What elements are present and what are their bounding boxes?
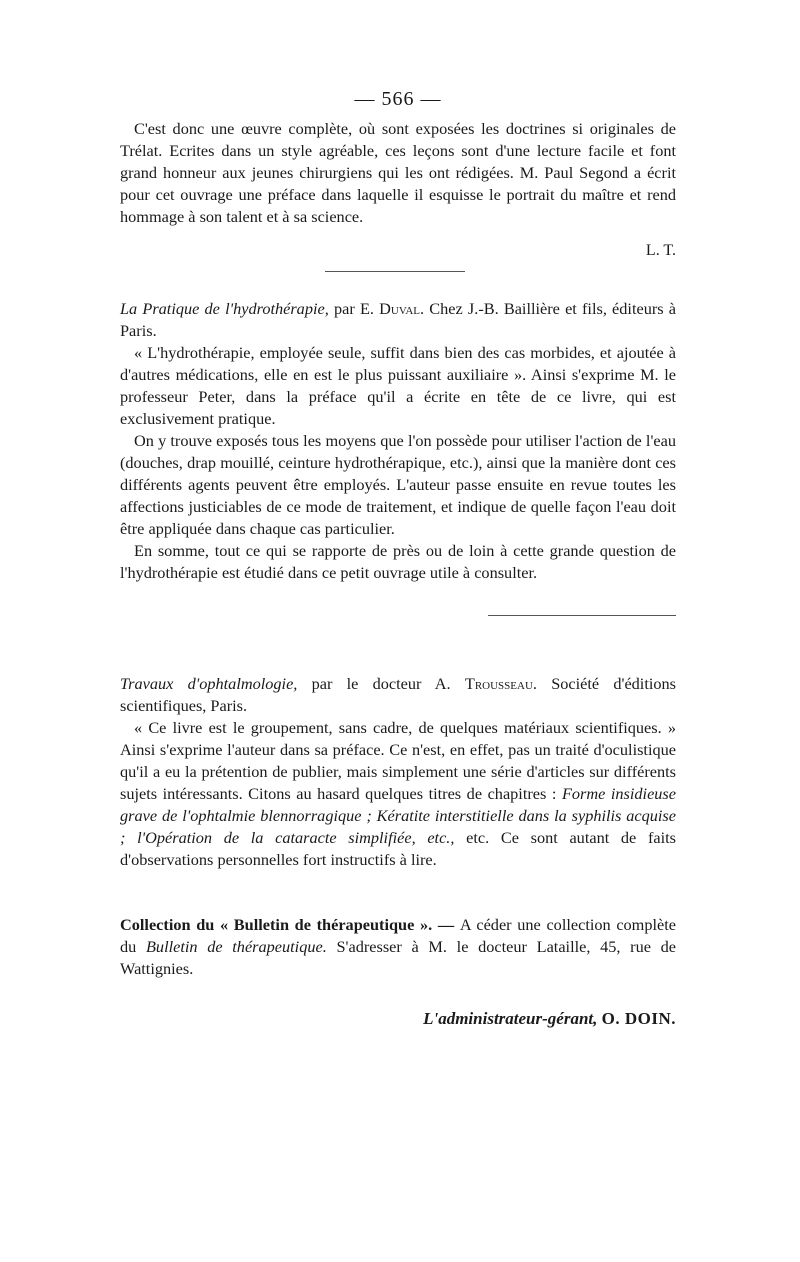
page-number: — 566 — xyxy=(354,88,442,110)
review-trelat xyxy=(120,118,676,228)
author-name: Trousseau xyxy=(464,674,533,693)
review-paragraph: « L'hydrothérapie, employée seule, suffit dans bien des cas morbides, et ajoutée à d'autres médications, elle en est le plus puissant auxiliaire ». Ainsi s'exprime M. le professeur Peter, dans la préface qu'il a écrite en tête de ce livre, qui est exclusivement pratique. xyxy=(120,343,676,428)
review-paragraph: On y trouve exposés tous les moyens que l'on possède pour utiliser l'action de l'eau (douches, drap mouillé, ceinture hydrothérapique, etc.), ainsi que la manière dont ces différents agents peuvent être employés. L'auteur passe ensuite en revue toutes les affections justiciables de ce mode de traitement, et indique de quelle façon l'eau doit être appliquée dans chaque cas particulier. xyxy=(120,431,676,538)
review-ophtalmologie xyxy=(120,673,676,871)
collection-notice-text: Collection du « Bulletin de thérapeutique ». — A céder une collection complète du Bulletin de thérapeutique. S'adresser à M. le docteur Lataille, 45, rue de Wattignies. xyxy=(120,915,676,978)
administrator-signature xyxy=(423,1008,676,1030)
review-trelat-text: C'est donc une œuvre complète, où sont exposées les doctrines si originales de Trélat. Ecrites dans un style agréable, ces leçons sont d'une lecture facile et font grand honneur aux jeunes chirurgiens qui les ont rédigées. M. Paul Segond a écrit pour cet ouvrage une préface dans laquelle il esquisse le portrait du maître et rend hommage à son talent et à sa science. xyxy=(120,119,676,226)
review-hydrotherapie xyxy=(120,298,676,584)
review-paragraph: « Ce livre est le groupement, sans cadre, de quelques matériaux scientifiques. » Ainsi s'exprime l'auteur dans sa préface. Ce n'est, en effet, pas un traité d'oculistique qu'il a eu la prétention de publier, mais simplement une série d'articles sur différents sujets intéressants. Citons au hasard quelques titres de chapitres : Forme insidieuse grave de l'ophtalmie blennorragique ; Kératite interstitielle dans la syphilis acquise ; l'Opération de la cataracte simplifiée, etc., etc. Ce sont autant de faits d'observations personnelles fort instructifs à lire. xyxy=(120,718,676,869)
review-signature: L. T. xyxy=(645,242,676,259)
book-title: La Pratique de l'hydrothérapie, xyxy=(120,299,329,318)
admin-label: L'administrateur-gérant, xyxy=(423,1009,598,1028)
review-hydrotherapie-heading: La Pratique de l'hydrothérapie, par E. Duval. Chez J.-B. Baillière et fils, éditeurs à Paris. xyxy=(120,299,677,340)
collection-notice xyxy=(120,914,676,980)
book-title: Travaux d'ophtalmologie, xyxy=(120,674,298,693)
review-ophtalmologie-heading: Travaux d'ophtalmologie, par le docteur A. Trousseau. Société d'éditions scientifiques, Paris. xyxy=(120,674,676,715)
author-name: Duval xyxy=(379,299,421,318)
chapter-titles: Forme insidieuse grave de l'ophtalmie blennorragique ; Kératite interstitielle dans la syphilis acquise ; l'Opération de la cataracte simplifiée, etc., xyxy=(120,784,676,847)
section-divider xyxy=(325,271,465,272)
section-divider xyxy=(488,615,676,616)
admin-name: O. DOIN. xyxy=(601,1009,676,1028)
review-paragraph: En somme, tout ce qui se rapporte de près ou de loin à cette grande question de l'hydrothérapie est étudié dans ce petit ouvrage utile à consulter. xyxy=(120,541,676,582)
